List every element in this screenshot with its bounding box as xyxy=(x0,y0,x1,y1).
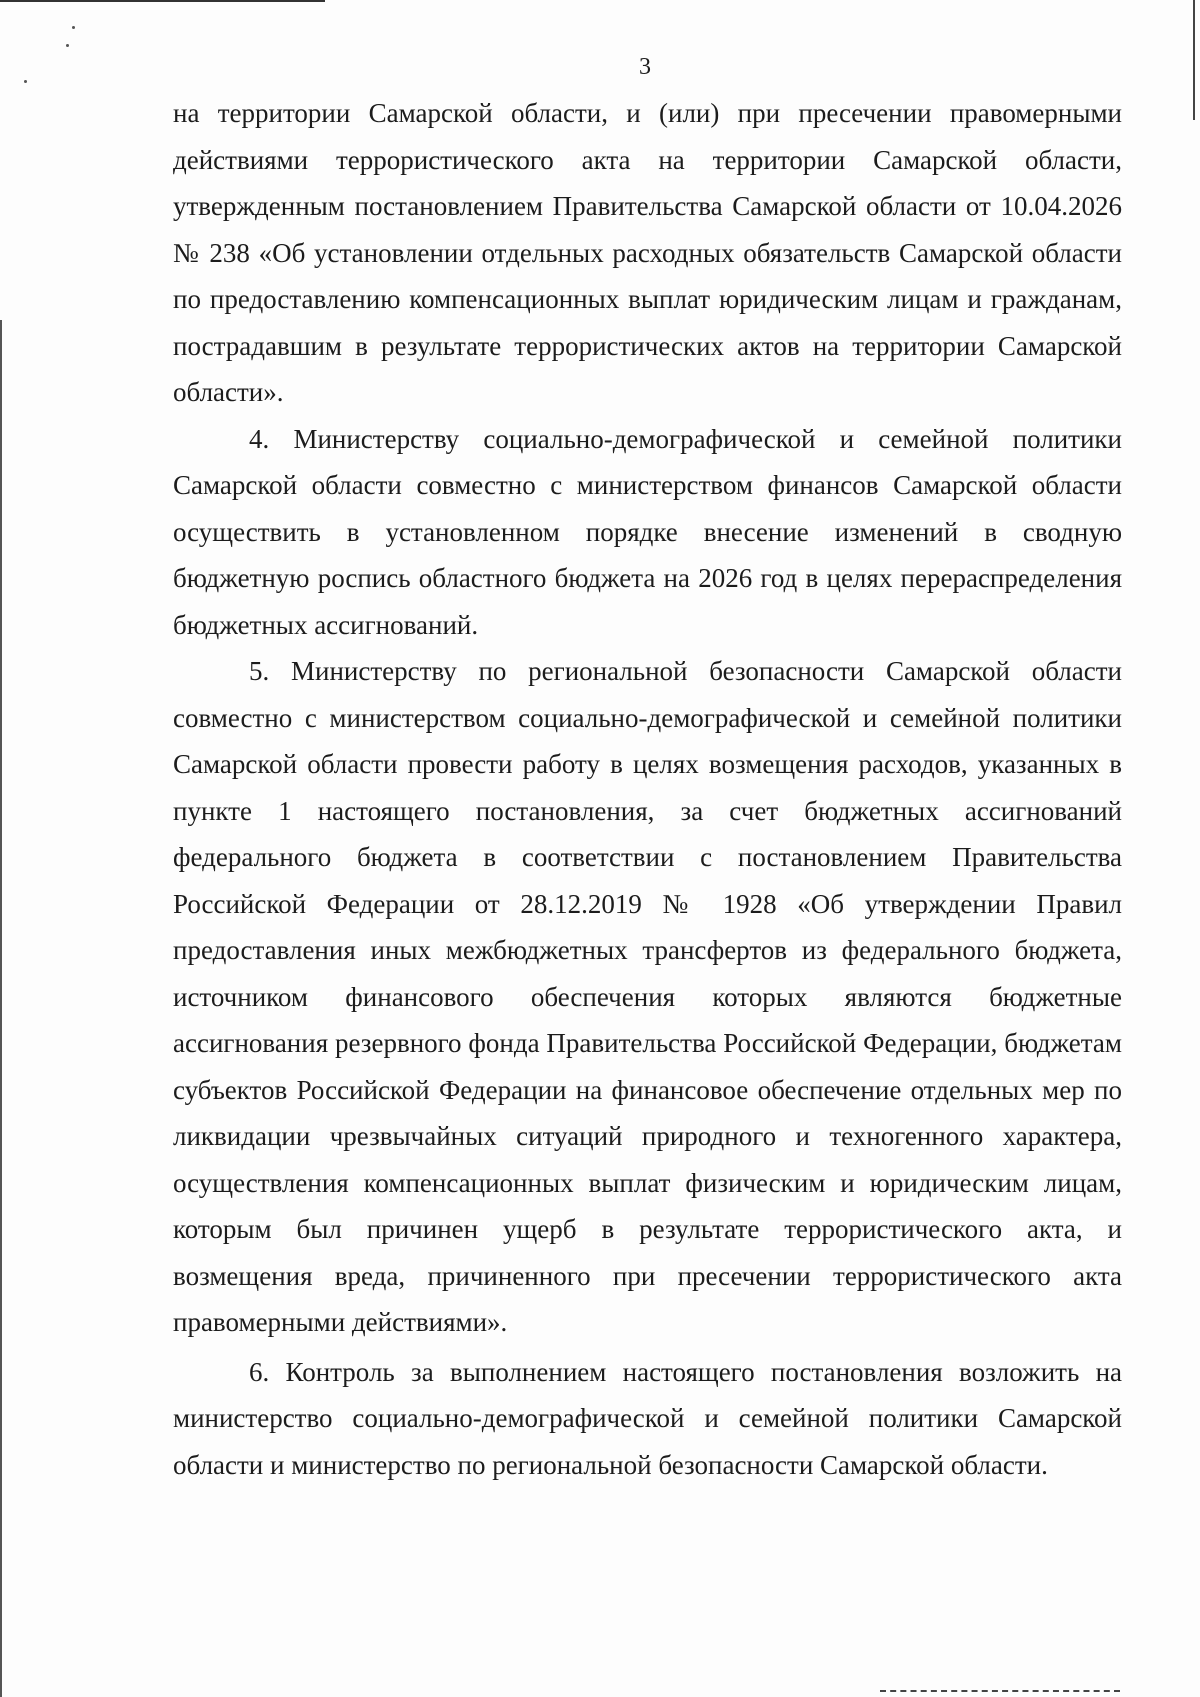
document-body xyxy=(173,90,1122,1488)
paragraph-item-4: 4. Министерству социально-демографической и семейной политики Самарской области совместно с министерством финансов Самарской области осуществить в установленном порядке внесение изменений в сводную бюджетную роспись областного бюджета на 2026 год в целях перераспределения бюджетных ассигнований. xyxy=(173,423,1122,640)
paragraph-item-5: 5. Министерству по региональной безопасности Самарской области совместно с министерством социально-демографической и семейной политики Самарской области провести работу в целях возмещения расходов, указанных в пункте 1 настоящего постановления, за счет бюджетных ассигнований федерального бюджета в соответствии с постановлением Правительства Российской Федерации от 28.12.2019 № 1928 «Об утверждении Правил предоставления иных межбюджетных трансфертов из федерального бюджета, источником финансового обеспечения которых являются бюджетные ассигнования резервного фонда Правительства Российской Федерации, бюджетам субъектов Российской Федерации на финансовое обеспечение отдельных мер по ликвидации чрезвычайных ситуаций природного и техногенного характера, осуществления компенсационных выплат физическим и юридическим лицам, которым был причинен ущерб в результате террористического акта, и возмещения вреда, причиненного при пресечении террористического акта правомерными действиями». xyxy=(173,656,1122,1337)
scan-speck xyxy=(66,44,69,47)
scan-speck xyxy=(72,26,75,29)
scan-edge-line-left xyxy=(0,320,2,1697)
scan-edge-line-bottom xyxy=(880,1690,1120,1692)
paragraph-continuation: на территории Самарской области, и (или) при пресечении правомерными действиями террористического акта на территории Самарской области, утвержденным постановлением Правительства Самарской области от 10.04.2026 № 238 «Об установлении отдельных расходных обязательств Самарской области по предоставлению компенсационных выплат юридическим лицам и гражданам, пострадавшим в результате террористических актов на территории Самарской области». xyxy=(173,98,1122,407)
paragraph-item-6: 6. Контроль за выполнением настоящего постановления возложить на министерство социально-демографической и семейной политики Самарской области и министерство по региональной безопасности Самарской области. xyxy=(173,1356,1122,1480)
scan-edge-line-top xyxy=(0,0,325,2)
page-number: 3 xyxy=(639,54,651,80)
